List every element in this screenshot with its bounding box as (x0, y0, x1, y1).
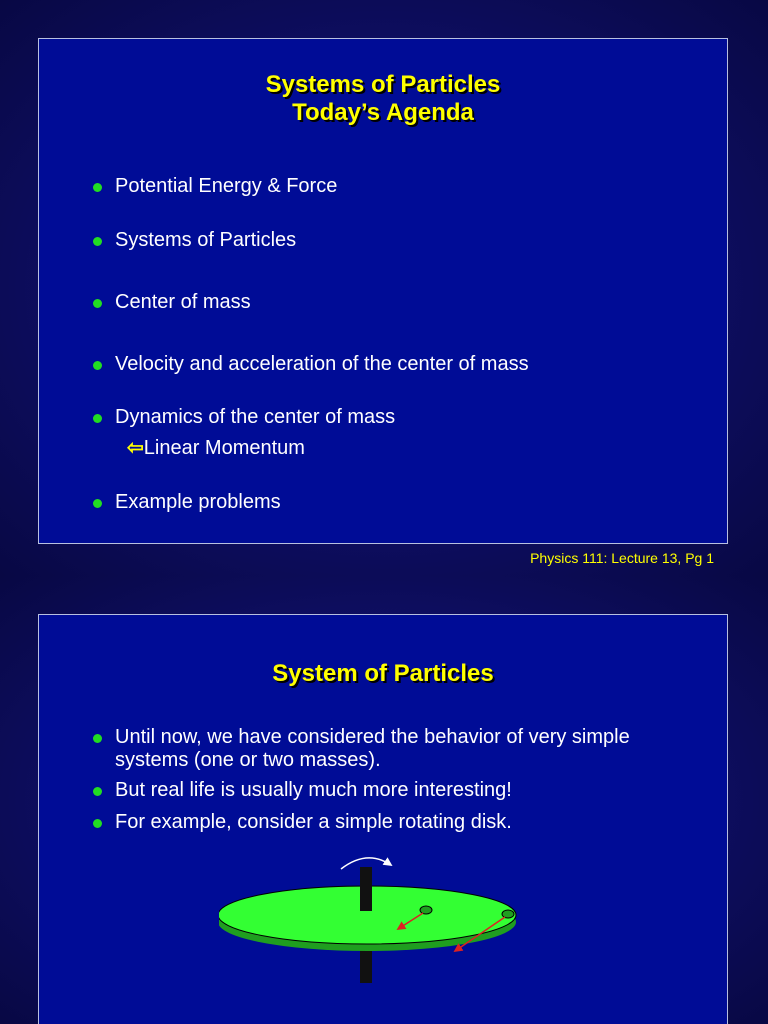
bullet-dot-icon (93, 787, 102, 796)
bullet-text: Systems of Particles (115, 229, 297, 251)
bullet-potential-energy (115, 175, 695, 198)
rotating-disk-diagram (219, 855, 539, 995)
sub-item-label: Linear Momentum (143, 437, 305, 459)
slide-2-title-text: System of Particles (272, 660, 494, 687)
axle-bottom (360, 950, 372, 983)
bullet-text: Velocity and acceleration of the center of mass (115, 353, 529, 375)
bullet-real-life (115, 779, 695, 802)
sub-item-linear-momentum (127, 437, 305, 460)
bullet-dot-icon (93, 299, 102, 308)
bullet-dot-icon (93, 361, 102, 370)
bullet-dot-icon (93, 183, 102, 192)
bullet-text: Until now, we have considered the behavior of very simple systems (one or two masses). (115, 726, 630, 771)
left-arrow-icon: ⇦ (127, 437, 144, 459)
bullet-text: For example, consider a simple rotating disk. (115, 811, 512, 833)
bullet-systems-of-particles (115, 229, 695, 252)
bullet-text: Example problems (115, 491, 281, 513)
bullet-dot-icon (93, 734, 102, 743)
slide-2 (0, 576, 768, 1024)
bullet-dot-icon (93, 819, 102, 828)
bullet-text: Dynamics of the center of mass (115, 406, 396, 428)
bullet-center-of-mass (115, 291, 695, 314)
mass-point-inner (420, 906, 432, 914)
slide-1-bullet-list (39, 39, 727, 543)
bullet-for-example (115, 811, 695, 834)
slide-1-title-line-2: Today’s Agenda (292, 99, 474, 126)
bullet-text: Center of mass (115, 291, 251, 313)
mass-point-outer (502, 910, 514, 918)
bullet-velocity-acceleration (115, 353, 695, 376)
bullet-until-now (115, 726, 695, 772)
bullet-text: But real life is usually much more interesting! (115, 779, 512, 801)
bullet-dot-icon (93, 499, 102, 508)
axle-top (360, 867, 372, 911)
bullet-example-problems (115, 491, 695, 514)
slide-1-frame (38, 38, 728, 544)
slide-2-frame (38, 614, 728, 1024)
bullet-dot-icon (93, 414, 102, 423)
slide-1-footer: Physics 111: Lecture 13, Pg 1 (530, 550, 714, 566)
bullet-dot-icon (93, 237, 102, 246)
bullet-dynamics (115, 406, 695, 429)
slide-1-title-line-1: Systems of Particles (265, 71, 501, 98)
bullet-text: Potential Energy & Force (115, 175, 338, 197)
